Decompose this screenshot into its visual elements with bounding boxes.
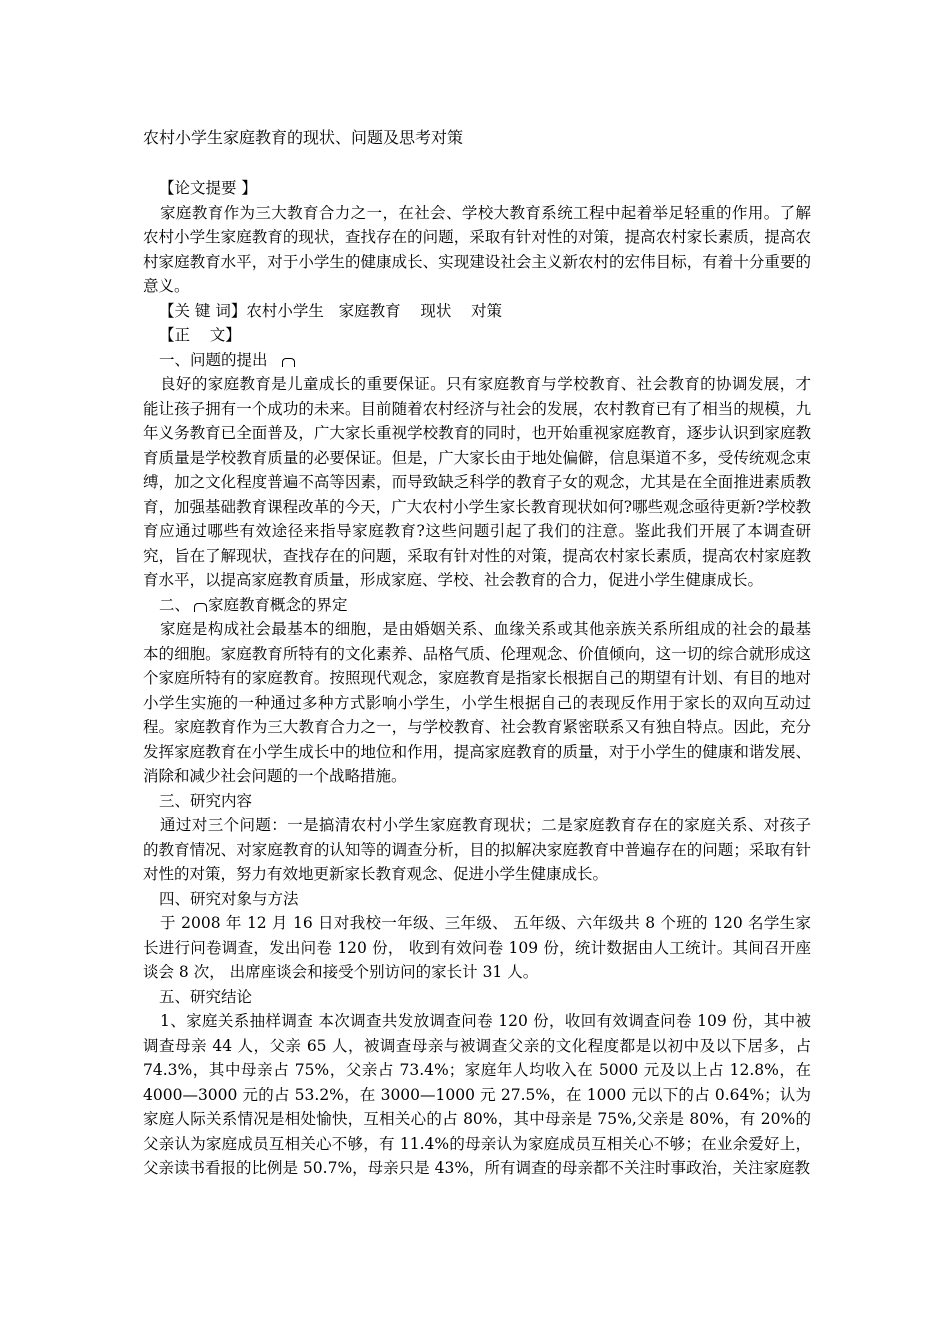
section-2-text: 家庭是构成社会最基本的细胞，是由婚姻关系、血缘关系或其他亲族关系所组成的社会的最基本的细胞。家庭教育所特有的文化素养、品格气质、伦理观念、价值倾向，这一切的综合就形成这个家庭所特有的家庭教育。按照现代观念，家庭教育是指家长根据自己的期望有计划、有目的地对小学生实施的一种通过多种方式影响小学生，小学生根据自己的表现反作用于家长的双向互动过程。家庭教育作为三大教育合力之一，与学校教育、社会教育紧密联系又有独自特点。因此，充分发挥家庭教育在小学生成长中的地位和作用，提高家庭教育的质量，对于小学生的健康和谐发展、消除和减少社会问题的一个战略措施。 [143, 620, 811, 785]
section-1-heading-text: 一、问题的提出 [159, 350, 268, 369]
abstract-heading: 【论文提要 】 [159, 179, 257, 197]
section-2-heading [143, 593, 811, 618]
edit-mark-icon [194, 603, 207, 612]
section-2-heading-prefix: 二、 [159, 595, 191, 614]
section-1-text: 良好的家庭教育是儿童成长的重要保证。只有家庭教育与学校教育、社会教育的协调发展，才能让孩子拥有一个成功的未来。目前随着农村经济与社会的发展，农村教育已有了相当的规模，九年义务教育已全面普及，广大家长重视学校教育的同时，也开始重视家庭教育，逐步认识到家庭教育质量是学校教育质量的必要保证。但是，广大家长由于地处偏僻，信息渠道不多，受传统观念束缚，加之文化程度普遍不高等因素，而导致缺乏科学的教育子女的观念，尤其是在全面推进素质教育，加强基础教育课程改革的今天，广大农村小学生家长教育现状如何?哪些观念亟待更新?学校教育应通过哪些有效途径来指导家庭教育?这些问题引起了我们的注意。鉴此我们开展了本调查研究，旨在了解现状，查找存在的问题，采取有针对性的对策，提高农村家长素质，提高农村家庭教育水平，以提高家庭教育质量，形成家庭、学校、社会教育的合力，促进小学生健康成长。 [143, 375, 811, 589]
section-3-text: 通过对三个问题：一是搞清农村小学生家庭教育现状；二是家庭教育存在的家庭关系、对孩子的教育情况、对家庭教育的认知等的调查分析，目的拟解决家庭教育中普遍存在的问题；采取有针对性的对策，努力有效地更新家长教育观念、促进小学生健康成长。 [143, 816, 811, 883]
body-heading: 【正 文】 [159, 326, 241, 344]
section-4-heading: 四、研究对象与方法 [159, 889, 299, 908]
document-title: 农村小学生家庭教育的现状、问题及思考对策 [143, 128, 464, 147]
section-5-text: 1、家庭关系抽样调查 本次调查共发放调查问卷 120 份，收回有效调查问卷 109 份，其中被调查母亲 44 人，父亲 65 人，被调查母亲与被调查父亲的文化程度都是以初中及以下居多，占 74.3%，其中母亲占 75%，父亲占 73.4%；家庭年人均收入在 5000 元及以上占 12.8%，在 4000—3000 元的占 53.2%，在 3000—1000 元 27.5%，在 1000 元以下的占 0.64%；认为家庭人际关系情况是相处愉快，互相关心的占 80%，其中母亲是 75%,父亲是 80%，有 20%的父亲认为家庭成员互相关心不够，有 11.4%的母亲认为家庭成员互相关心不够；在业余爱好上，父亲读书看报的比例是 50.7%，母亲只是 43%，所有调查的母亲都不关注时事政治，关注家庭教 [143, 1012, 811, 1177]
section-2-heading-text: 家庭教育概念的界定 [208, 595, 348, 614]
keywords-line: 【关 键 词】农村小学生 家庭教育 现状 对策 [159, 301, 503, 320]
document-body [143, 176, 811, 1181]
section-3-heading: 三、研究内容 [159, 791, 253, 810]
edit-mark-icon [282, 358, 295, 367]
section-4-text: 于 2008 年 12 月 16 日对我校一年级、三年级、 五年级、六年级共 8 个班的 120 名学生家长进行问卷调查，发出问卷 120 份， 收到有效问卷 109 份，统计数据由人工统计。其间召开座谈会 8 次， 出席座谈会和接受个别访问的家长计 31 人。 [143, 914, 811, 981]
abstract-text: 家庭教育作为三大教育合力之一，在社会、学校大教育系统工程中起着举足轻重的作用。了解农村小学生家庭教育的现状，查找存在的问题，采取有针对性的对策，提高农村家长素质，提高农村家庭教育水平，对于小学生的健康成长、实现建设社会主义新农村的宏伟目标，有着十分重要的意义。 [143, 203, 811, 295]
section-1-heading [143, 348, 811, 373]
section-5-heading: 五、研究结论 [159, 987, 253, 1006]
